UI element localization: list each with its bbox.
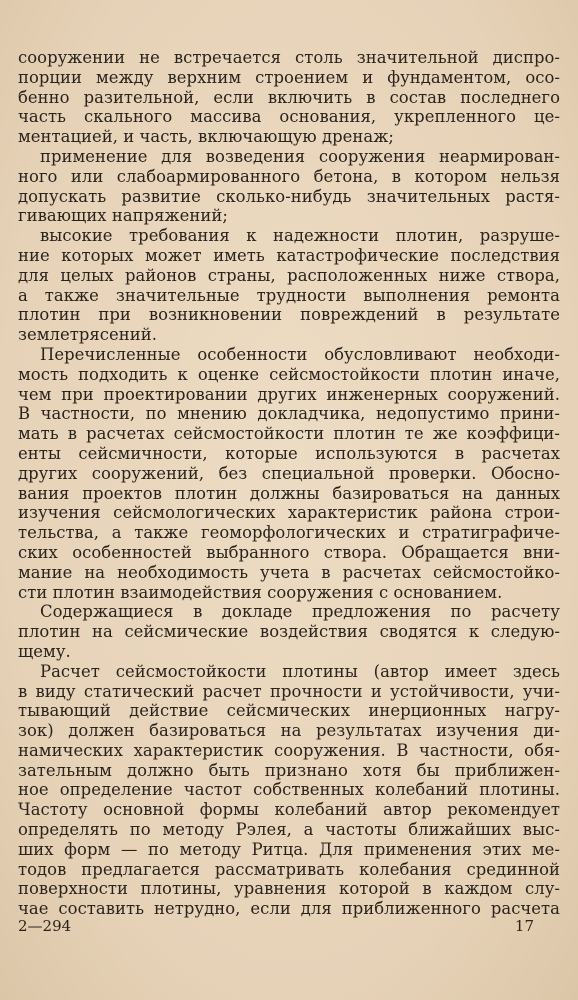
text-line: часть скального массива основания, укрепленного це- [18, 107, 560, 127]
text-line: применение для возведения сооружения неармирован- [40, 146, 560, 166]
text-line: допускать развитие сколько-нибудь значительных растя- [18, 186, 560, 206]
text-line: щему. [18, 641, 71, 661]
text-line: сти плотин взаимодействия сооружения с основанием. [18, 582, 503, 602]
text-line: намических характеристик сооружения. В частности, обя- [18, 740, 560, 760]
page-number: 17 [514, 917, 534, 935]
text-line: В частности, по мнению докладчика, недопустимо прини- [18, 404, 560, 424]
text-line: высокие требования к надежности плотин, разруше- [40, 226, 560, 246]
text-line: тельства, а также геоморфологических и стратиграфиче- [18, 523, 560, 543]
text-line: мость подходить к оценке сейсмостойкости плотин иначе, [18, 364, 560, 384]
text-line: ние которых может иметь катастрофические последствия [18, 245, 560, 265]
text-line: для целых районов страны, расположенных ниже створа, [18, 265, 560, 285]
text-line: Частоту основной формы колебаний автор рекомендует [18, 800, 560, 820]
text-line: ментацией, и часть, включающую дренаж; [18, 127, 394, 147]
text-line: гивающих напряжений; [18, 206, 228, 226]
text-line: чем при проектировании других инженерных сооружений. [18, 384, 560, 404]
text-line: бенно разительной, если включить в состав последнего [18, 87, 560, 107]
text-line: плотин при возникновении повреждений в результате [18, 305, 560, 325]
text-line: плотин на сейсмические воздействия сводятся к следую- [18, 622, 560, 642]
text-line: тодов предлагается рассматривать колебания срединной [18, 859, 560, 879]
text-line: вания проектов плотин должны базироваться на данных [18, 483, 560, 503]
text-line: чае составить нетрудно, если для приближенного расчета [18, 899, 560, 919]
text-line: других сооружений, без специальной проверки. Обосно- [18, 463, 560, 483]
text-line: изучения сейсмологических характеристик района строи- [18, 503, 560, 523]
text-line: ное определение частот собственных колебаний плотины. [18, 780, 560, 800]
text-line: мать в расчетах сейсмостойкости плотин те же коэффици- [18, 424, 560, 444]
body-text [18, 48, 560, 919]
text-line: мание на необходимость учета в расчетах сейсмостойко- [18, 562, 560, 582]
text-line: енты сейсмичности, которые используются в расчетах [18, 443, 560, 463]
text-line: ших форм — по методу Ритца. Для применения этих ме- [18, 839, 560, 859]
text-line: поверхности плотины, уравнения которой в каждом слу- [18, 879, 560, 899]
text-line: а также значительные трудности выполнения ремонта [18, 285, 560, 305]
text-line: порции между верхним строением и фундаментом, осо- [18, 67, 560, 87]
text-line: Расчет сейсмостойкости плотины (автор имеет здесь [40, 661, 560, 681]
text-line: определять по методу Рэлея, а частоты ближайших выс- [18, 820, 560, 840]
text-line: землетрясений. [18, 325, 157, 345]
text-line: сооружении не встречается столь значительной диспро- [18, 48, 560, 67]
text-line: ских особенностей выбранного створа. Обращается вни- [18, 542, 560, 562]
text-line: зательным должно быть признано хотя бы приближен- [18, 760, 560, 780]
text-line: тывающий действие сейсмических инерционных нагру- [18, 701, 560, 721]
text-line: Перечисленные особенности обусловливают необходи- [40, 344, 560, 364]
text-line: зок) должен базироваться на результатах изучения ди- [18, 721, 560, 741]
text-line: ного или слабоармированного бетона, в котором нельзя [18, 166, 560, 186]
printer-signature: 2—294 [18, 917, 72, 935]
text-line: Содержащиеся в докладе предложения по расчету [40, 602, 560, 622]
text-line: в виду статический расчет прочности и устойчивости, учи- [18, 681, 560, 701]
